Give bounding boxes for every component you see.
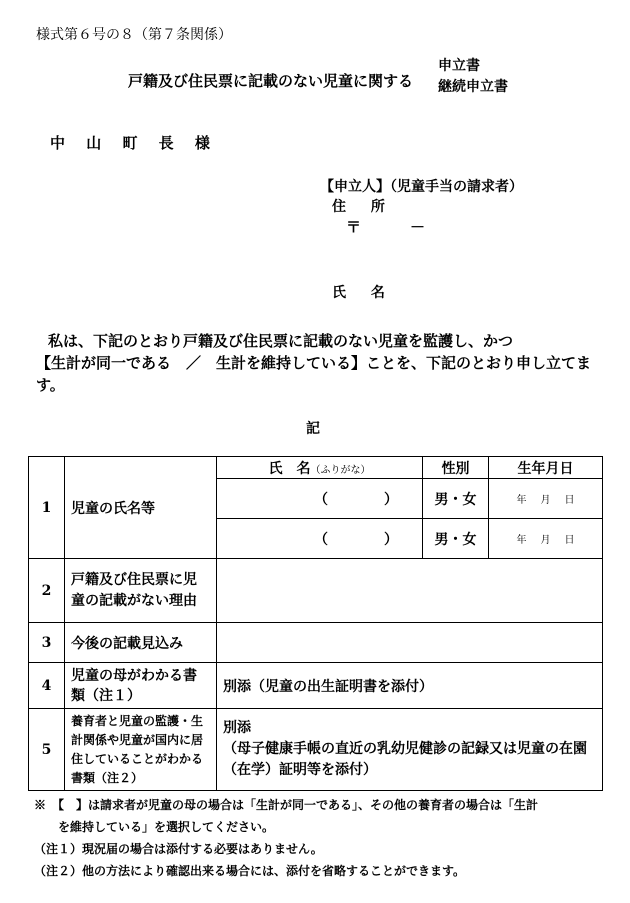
note-main-continued: を維持している」を選択してください。 — [58, 820, 275, 834]
attachment-note-line-1: 別添 — [223, 720, 251, 736]
row-label: 戸籍及び住民票に児童の記載がない理由 — [65, 559, 217, 623]
statement-line-1: 私は、下記のとおり戸籍及び住民票に記載のない児童を監護し、かつ — [48, 332, 514, 350]
statement-line-2: 【生計が同一である ／ 生計を維持している】ことを、下記のとおり申し立てます。 — [36, 354, 592, 394]
row-label: 児童の氏名等 — [65, 457, 217, 559]
name-header: 氏 名（ふりがな） — [217, 457, 423, 479]
ki-heading: 記 — [306, 421, 320, 437]
note-2: （注２）他の方法により確認出来る場合には、添付を省略することができます。 — [34, 864, 466, 878]
row-label: 今後の記載見込み — [65, 623, 217, 663]
statement — [36, 330, 606, 396]
title-option-application: 申立書 — [438, 58, 480, 74]
table-row — [29, 559, 603, 623]
form-number: 様式第６号の８（第７条関係） — [36, 27, 232, 43]
gender-choice[interactable]: 男・女 — [423, 479, 489, 519]
row-number: 3 — [29, 623, 65, 663]
title-option-continuation: 継続申立書 — [438, 79, 508, 95]
table-row — [29, 457, 603, 479]
note-1: （注１）現況届の場合は添付する必要はありません。 — [34, 842, 323, 856]
details-table — [28, 456, 603, 791]
child-name-field[interactable]: （ ） — [217, 519, 423, 559]
furigana-note: （ふりがな） — [310, 464, 371, 476]
row-label: 養育者と児童の監護・生計関係や児童が国内に居住していることがわかる書類（注２） — [65, 709, 217, 791]
row-number: 4 — [29, 663, 65, 709]
row-number: 1 — [29, 457, 65, 559]
gender-header: 性別 — [423, 457, 489, 479]
row-number: 5 — [29, 709, 65, 791]
row-number: 2 — [29, 559, 65, 623]
gender-choice[interactable]: 男・女 — [423, 519, 489, 559]
note-main: ※ 【 】は請求者が児童の母の場合は「生計が同一である」、その他の養育者の場合は「生計 — [34, 798, 539, 812]
document-title: 戸籍及び住民票に記載のない児童に関する — [128, 72, 414, 90]
addressee: 中 山 町 長 様 — [50, 134, 218, 152]
child-name-field[interactable]: （ ） — [217, 479, 423, 519]
row-label: 児童の母がわかる書類（注１） — [65, 663, 217, 709]
birthdate-header: 生年月日 — [489, 457, 603, 479]
reason-field[interactable] — [217, 559, 603, 623]
notes — [34, 794, 604, 882]
attachment-note: 別添（児童の出生証明書を添付） — [217, 663, 603, 709]
postal-mark: 〒 — [346, 218, 362, 236]
applicant-heading: 【申立人】（児童手当の請求者） — [320, 179, 523, 195]
outlook-field[interactable] — [217, 623, 603, 663]
birthdate-field[interactable]: 年 月 日 — [489, 519, 603, 559]
postal-dash: － — [410, 218, 426, 236]
attachment-note-line-2: （母子健康手帳の直近の乳幼児健診の記録又は児童の在園（在学）証明等を添付） — [223, 741, 587, 778]
table-row — [29, 663, 603, 709]
name-label: 氏 名 — [332, 285, 395, 301]
address-label: 住 所 — [332, 199, 395, 215]
title-options — [438, 56, 508, 98]
birthdate-field[interactable]: 年 月 日 — [489, 479, 603, 519]
table-row — [29, 623, 603, 663]
table-row — [29, 709, 603, 791]
attachment-note — [217, 709, 603, 791]
